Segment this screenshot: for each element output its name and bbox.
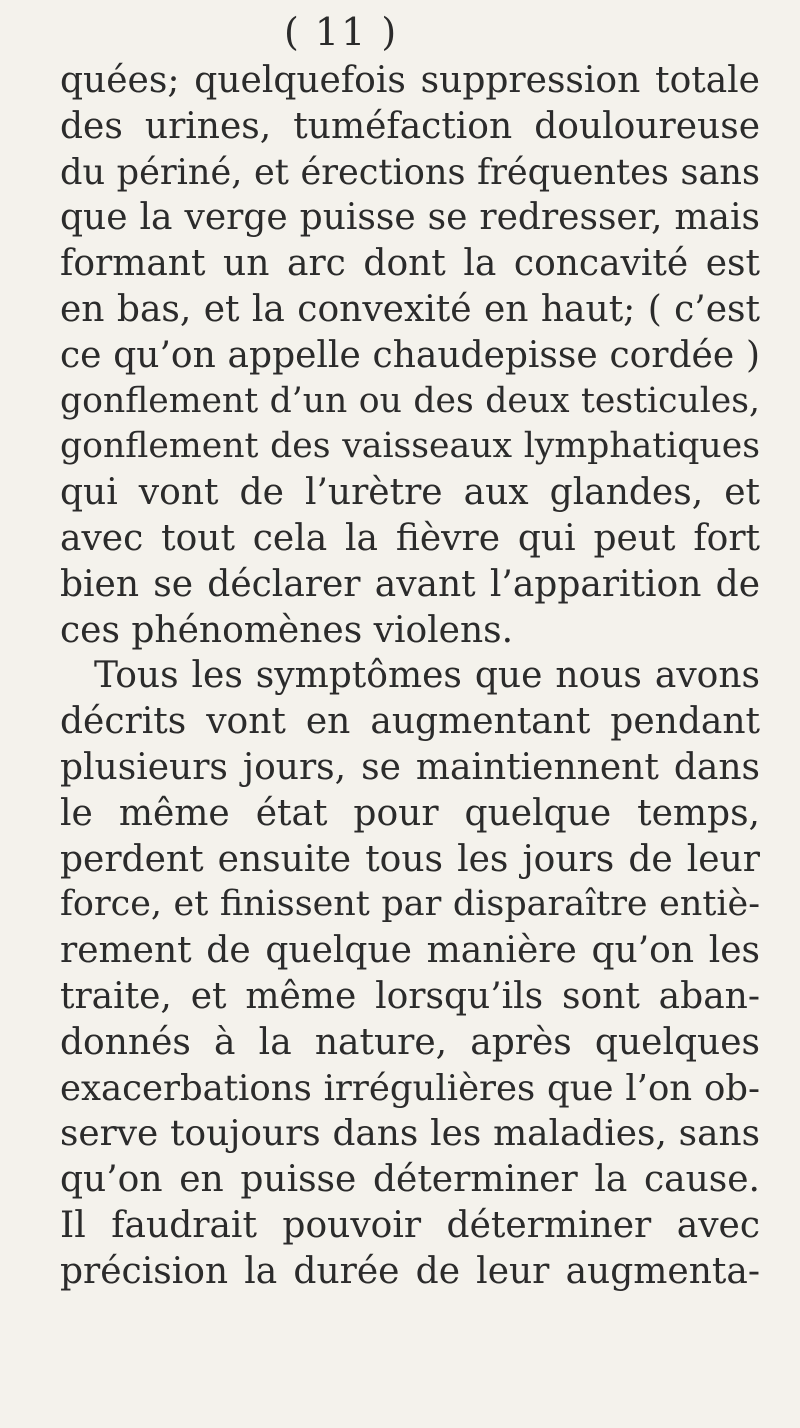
text-line: en bas, et la convexité en haut; ( c’est (60, 288, 760, 330)
text-line: précision la durée de leur augmenta- (60, 1250, 760, 1292)
text-line: qui vont de l’urètre aux glandes, et (60, 472, 760, 514)
text-line: le même état pour quelque temps, (60, 792, 760, 834)
text-line: plusieurs jours, se maintiennent dans (60, 746, 760, 788)
page-number: ( 11 ) (284, 10, 399, 54)
text-line: force, et finissent par disparaître entiè- (60, 884, 760, 925)
text-line: perdent ensuite tous les jours de leur (60, 838, 760, 880)
text-line: traite, et même lorsqu’ils sont aban- (60, 975, 760, 1017)
text-line: avec tout cela la fièvre qui peut fort (60, 517, 760, 559)
text-line: bien se déclarer avant l’apparition de (60, 563, 760, 605)
paragraph-start-line: Tous les symptômes que nous avons (94, 655, 760, 697)
text-line: gonflement d’un ou des deux testicules, (60, 380, 760, 421)
text-line: Il faudrait pouvoir déterminer avec (60, 1204, 760, 1246)
text-line: des urines, tuméfaction douloureuse (60, 105, 760, 147)
text-line: que la verge puisse se redresser, mais (60, 197, 760, 239)
text-line: serve toujours dans les maladies, sans (60, 1113, 760, 1155)
text-line: quées; quelquefois suppression totale (60, 60, 760, 101)
body-text (60, 58, 760, 1295)
text-line: qu’on en puisse déterminer la cause. (60, 1159, 760, 1201)
text-line: exacerbations irrégulières que l’on ob- (60, 1067, 760, 1109)
text-line: du périné, et érections fréquentes sans (60, 151, 760, 193)
text-line: rement de quelque manière qu’on les (60, 930, 760, 972)
paragraph-end-line: ces phénomènes violens. (60, 609, 514, 651)
text-line: ce qu’on appelle chaudepisse cordée ) (60, 334, 760, 376)
text-line: formant un arc dont la concavité est (60, 243, 760, 285)
text-line: gonflement des vaisseaux lymphatiques (60, 426, 760, 467)
text-line: donnés à la nature, après quelques (60, 1021, 760, 1063)
text-line: décrits vont en augmentant pendant (60, 701, 760, 743)
